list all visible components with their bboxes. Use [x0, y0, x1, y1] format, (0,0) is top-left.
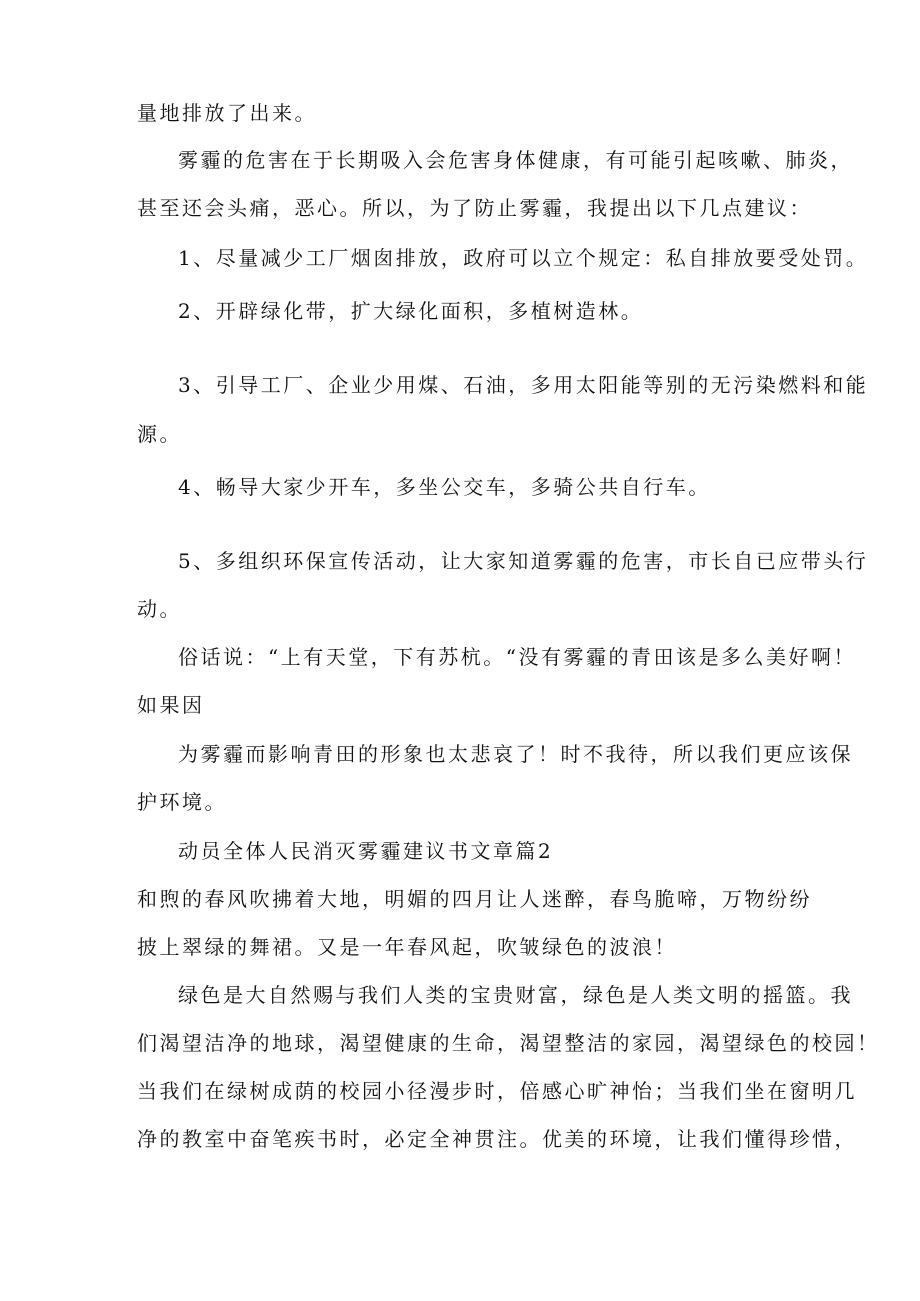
text-line: 如果因	[137, 693, 205, 717]
text-line: 动。	[137, 597, 182, 621]
text-line: 净的教室中奋笔疾书时，必定全神贯注。优美的环境，让我们懂得珍惜，	[137, 1127, 857, 1151]
text-line: 护环境。	[137, 790, 227, 814]
paragraph-green: 绿色是大自然赐与我们人类的宝贵财富，绿色是人类文明的摇篮。我	[178, 983, 853, 1007]
suggestion-item-3: 3、引导工厂、企业少用煤、石油，多用太阳能等别的无污染燃料和能	[178, 373, 869, 397]
text-line: 为雾霾而影响青田的形象也太悲哀了！时不我待，所以我们更应该保	[178, 742, 853, 766]
paragraph-smog-harm: 雾霾的危害在于长期吸入会危害身体健康，有可能引起咳嗽、肺炎，	[178, 148, 853, 172]
suggestion-item-5: 5、多组织环保宣传活动，让大家知道雾霾的危害，市长自已应带头行	[178, 549, 869, 573]
suggestion-item-4: 4、畅导大家少开车，多坐公交车，多骑公共自行车。	[178, 475, 711, 499]
text-line-continuation: 量地排放了出来。	[137, 101, 317, 125]
text-line: 甚至还会头痛，恶心。所以，为了防止雾霾，我提出以下几点建议：	[137, 196, 812, 220]
section-heading: 动员全体人民消灭雾霾建议书文章篇2	[178, 839, 554, 863]
suggestion-item-2: 2、开辟绿化带，扩大绿化面积，多植树造林。	[178, 299, 644, 323]
text-line: 源。	[137, 422, 182, 446]
paragraph-proverb: 俗话说：“上有天堂，下有苏杭。“没有雾霾的青田该是多么美好啊！	[178, 645, 856, 669]
paragraph-spring: 和煦的春风吹拂着大地，明媚的四月让人迷醉，春鸟脆啼，万物纷纷	[137, 887, 812, 911]
suggestion-item-1: 1、尽量减少工厂烟囱排放，政府可以立个规定：私自排放要受处罚。	[178, 246, 869, 270]
text-line: 当我们在绿树成荫的校园小径漫步时，倍感心旷神怡；当我们坐在窗明几	[137, 1079, 857, 1103]
text-line: 披上翠绿的舞裙。又是一年春风起，吹皱绿色的波浪！	[137, 935, 677, 959]
text-line: 们渴望洁净的地球，渴望健康的生命，渴望整洁的家园，渴望绿色的校园！	[137, 1031, 880, 1055]
